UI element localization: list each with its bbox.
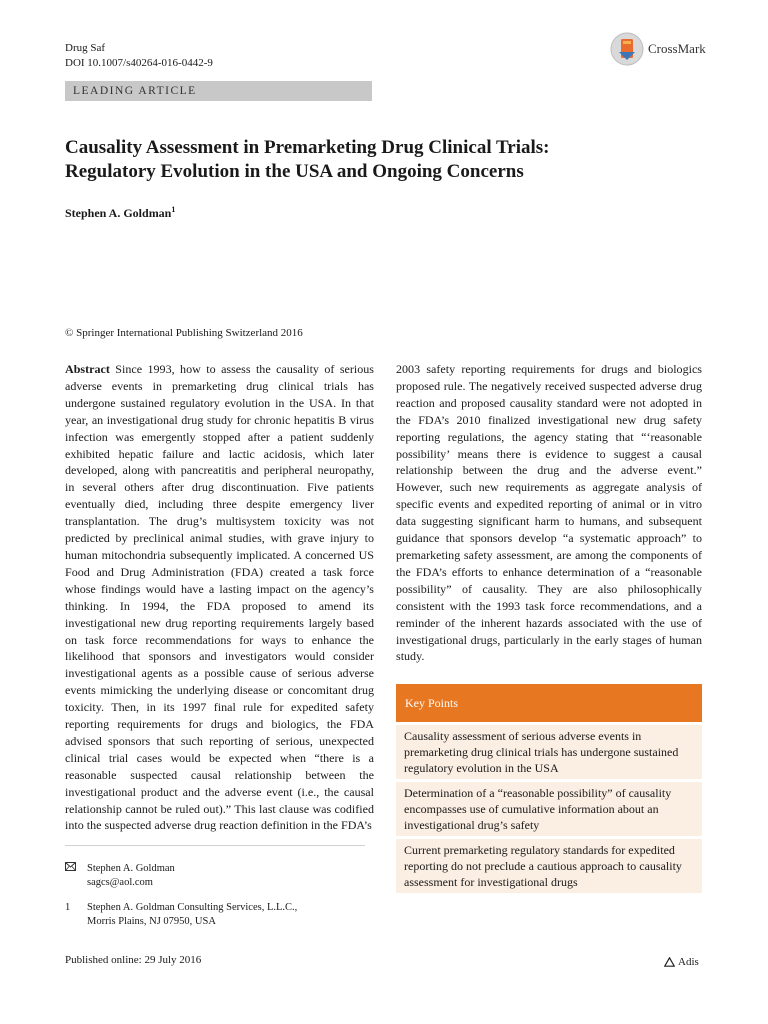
adis-triangle-icon bbox=[664, 957, 675, 967]
key-point-item: Causality assessment of serious adverse events in premarketing drug clinical trials has undergone sustained regulatory evolution in the USA bbox=[396, 725, 702, 779]
footnote-divider bbox=[65, 845, 365, 846]
contact-name: Stephen A. Goldman bbox=[87, 863, 175, 874]
author-byline bbox=[65, 205, 175, 221]
crossmark-icon bbox=[610, 32, 644, 66]
contact-footnote bbox=[65, 862, 175, 889]
key-points-box bbox=[396, 684, 702, 893]
abstract-text-left: Since 1993, how to assess the causality of serious adverse events in premarketing drug clinical trials has undergone sustained regulatory evolution in the USA. In that year, an investigational drug study for chronic hepatitis B virus infection was emergently stopped after a patient suddenly exhibited hepatic failure and lactic acidosis, which later developed, along with pancreatitis and peripheral neuropathy, in several others after drug discontinuation. Five patients eventually died, including three despite emergency liver transplantation. The drug’s multisystem toxicity was not predicted by preclinical animal studies, with grave injury to human mitochondria subsequently implicated. A concerned US Food and Drug Administration (FDA) created a task force whose findings would have a lasting impact on the agency’s thinking. In 1994, the FDA proposed to amend its investigational new drug reporting requirements largely based on task force recommendations for ways to enhance the likelihood that sponsors and investigators would consider investigational agents as a possible cause of serious adverse events mimicking the underlying disease or concomitant drug toxicity. Then, in its 1997 final rule for expedited safety reporting requirements for drugs and biologics, the FDA advised sponsors that such reporting of serious, unexpected clinical trial cases would be expected when “there is a reasonable suspected causal relationship between the investigational product and the adverse event (i.e., the causal relationship cannot be ruled out).” This last clause was codified into the suspected adverse drug reaction definition in the FDA’s bbox=[65, 362, 374, 833]
published-date: Published online: 29 July 2016 bbox=[65, 954, 202, 966]
affiliation-line-2: Morris Plains, NJ 07950, USA bbox=[87, 915, 216, 927]
abstract-right-column bbox=[396, 361, 702, 665]
author-affiliation-marker: 1 bbox=[171, 205, 176, 214]
affiliation-line-1: Stephen A. Goldman Consulting Services, L.L.C., bbox=[87, 902, 298, 913]
copyright-notice: © Springer International Publishing Switzerland 2016 bbox=[65, 327, 303, 339]
affiliation-footnote bbox=[65, 901, 297, 928]
abstract-heading: Abstract bbox=[65, 362, 110, 376]
key-points-title: Key Points bbox=[396, 684, 702, 722]
key-point-item: Current premarketing regulatory standards for expedited reporting do not preclude a cautious approach to causality assessment for investigational drugs bbox=[396, 839, 702, 893]
author-name[interactable]: Stephen A. Goldman bbox=[65, 206, 172, 220]
envelope-icon bbox=[65, 862, 87, 889]
crossmark-label: CrossMark bbox=[648, 41, 706, 56]
crossmark-badge[interactable] bbox=[610, 32, 706, 66]
abstract-paragraph bbox=[65, 361, 374, 834]
abstract-text-right: 2003 safety reporting requirements for drugs and biologics proposed rule. The negatively received suspected adverse drug reaction and proposed causality standard were not adopted in the FDA’s 2010 finalized investigational new drug safety reporting regulations, the agency stating that “‘reasonable possibility’ means there is evidence to suggest a causal relationship between the drug and the adverse event.” However, such new requirements as aggregate analysis of specific events and expedited reporting of animal or in vitro data suggesting significant harm to humans, and subsequent guidance that sponsors develop “a systematic approach” to premarketing safety assessment, are among the components of the FDA’s efforts to enhance determination of a “reasonable possibility” of causality. They are also philosophically consistent with the 1993 task force recommendations, and a reminder of the inherent hazards associated with the use of investigational drugs, particularly in the early stages of human study. bbox=[396, 362, 702, 664]
doi[interactable]: DOI 10.1007/s40264-016-0442-9 bbox=[65, 57, 213, 69]
contact-email[interactable]: sagcs@aol.com bbox=[87, 876, 153, 888]
title-line-1: Causality Assessment in Premarketing Drug Clinical Trials: bbox=[65, 137, 550, 158]
journal-header bbox=[65, 41, 213, 71]
abstract-left-column bbox=[65, 361, 374, 834]
article-title bbox=[65, 136, 705, 184]
title-line-2: Regulatory Evolution in the USA and Ongoing Concerns bbox=[65, 161, 524, 182]
key-point-item: Determination of a “reasonable possibility” of causality encompasses use of cumulative information about an investigational drug’s safety bbox=[396, 782, 702, 836]
section-label: LEADING ARTICLE bbox=[65, 81, 372, 101]
publisher-logo bbox=[664, 956, 699, 968]
affiliation-marker: 1 bbox=[65, 902, 71, 913]
journal-name: Drug Saf bbox=[65, 42, 106, 54]
publisher-name: Adis bbox=[678, 956, 699, 968]
